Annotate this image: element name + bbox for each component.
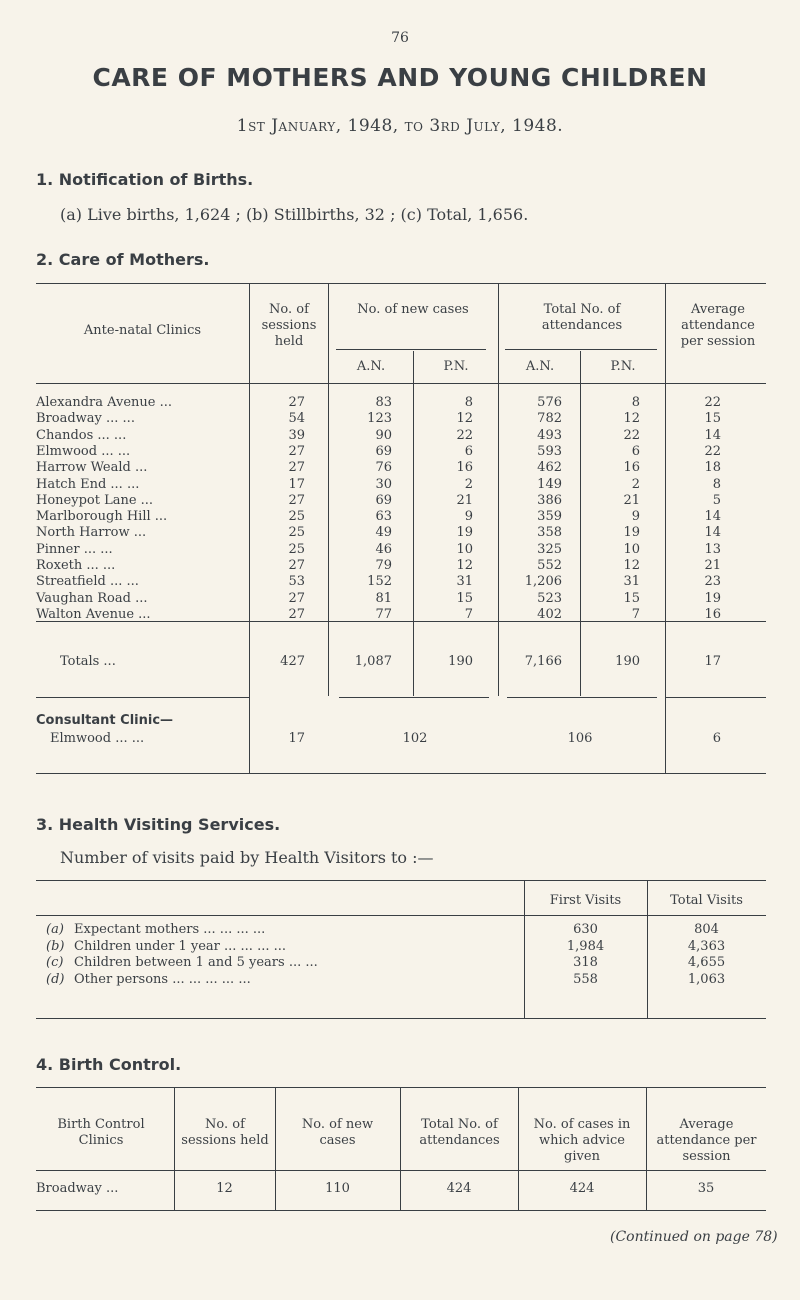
consultant-sessions: 17 [288, 731, 305, 746]
cell-sessions: 27 [288, 590, 305, 606]
cell-sessions: 27 [288, 492, 305, 508]
cell-name: Hatch End ... ... [36, 476, 140, 492]
cell-att-an: 593 [537, 443, 562, 459]
visits-name: Expectant mothers ... ... ... ... [74, 922, 266, 937]
cell-new-pn: 12 [456, 411, 473, 427]
header-attendances: Total No. of attendances [541, 302, 623, 333]
cell-sessions: 17 [288, 476, 305, 492]
cell-sessions: 27 [288, 443, 305, 459]
page-title: CARE OF MOTHERS AND YOUNG CHILDREN [92, 63, 708, 92]
visits-first: 1,984 [566, 938, 605, 954]
totals-new-pn: 190 [448, 654, 473, 669]
cell-att-pn: 21 [623, 492, 640, 508]
cell-sessions: 25 [288, 509, 305, 525]
cell-avg: 16 [704, 606, 721, 622]
cell-att-pn: 9 [631, 509, 640, 525]
cell-new-an: 81 [375, 590, 392, 606]
cell-att-an: 149 [537, 476, 562, 492]
consultant-name: Elmwood ... ... [50, 731, 145, 746]
cell-new-pn: 7 [464, 606, 473, 622]
cell-new-an: 63 [375, 509, 392, 525]
bc-header-clinics: Birth Control Clinics [57, 1117, 145, 1148]
cell-name: North Harrow ... [36, 525, 147, 541]
totals-att-pn: 190 [615, 654, 640, 669]
header-att-pn: P.N. [610, 359, 636, 374]
cell-sessions: 53 [288, 574, 305, 590]
cell-name: Alexandra Avenue ... [36, 395, 172, 410]
cell-att-an: 552 [537, 558, 562, 573]
page-number: 76 [391, 30, 409, 46]
cell-new-an: 77 [375, 606, 392, 622]
cell-att-pn: 31 [623, 574, 640, 590]
cell-sessions: 27 [288, 606, 305, 622]
cell-new-an: 90 [375, 427, 392, 443]
cell-new-pn: 15 [456, 590, 473, 606]
bc-clinic-name: Broadway ... [36, 1181, 119, 1196]
section-1-heading: 1. Notification of Births. [36, 170, 254, 189]
cell-new-pn: 9 [464, 509, 473, 525]
cell-avg: 14 [704, 525, 721, 541]
cell-avg: 8 [712, 476, 721, 492]
visits-first: 630 [573, 922, 598, 937]
cell-new-an: 30 [375, 476, 392, 492]
bc-attendances: 424 [446, 1181, 472, 1196]
section-3-intro: Number of visits paid by Health Visitors to :— [60, 848, 434, 867]
cell-att-pn: 6 [631, 443, 640, 459]
cell-avg: 23 [704, 574, 721, 590]
cell-att-an: 359 [537, 509, 562, 525]
cell-att-an: 1,206 [524, 574, 562, 590]
visits-label: (a) [46, 922, 64, 937]
bc-header-average: Average attendance per session [656, 1117, 757, 1164]
header-clinics: Ante-natal Clinics [83, 323, 202, 338]
visits-name: Other persons ... ... ... ... ... [74, 971, 251, 987]
cell-att-pn: 22 [623, 427, 640, 443]
header-first-visits: First Visits [549, 893, 622, 908]
consultant-avg: 6 [712, 731, 721, 746]
cell-att-an: 493 [537, 427, 562, 443]
cell-new-pn: 19 [456, 525, 473, 541]
cell-name: Broadway ... ... [36, 411, 135, 427]
visits-total: 804 [694, 922, 719, 937]
cell-name: Walton Avenue ... [36, 606, 151, 622]
cell-avg: 14 [704, 427, 721, 443]
cell-name: Elmwood ... ... [36, 443, 131, 459]
consultant-new-cases: 102 [402, 731, 428, 746]
cell-new-an: 76 [375, 460, 392, 476]
cell-att-an: 576 [537, 395, 562, 410]
cell-name: Streatfield ... ... [36, 574, 139, 590]
header-new-an: A.N. [356, 359, 386, 374]
visits-label: (b) [46, 938, 65, 954]
cell-avg: 21 [704, 558, 721, 573]
totals-new-an: 1,087 [354, 654, 392, 669]
totals-label: Totals ... [60, 654, 116, 669]
cell-avg: 22 [704, 395, 721, 410]
cell-att-pn: 12 [623, 558, 640, 573]
totals-sessions: 427 [280, 654, 305, 669]
totals-att-an: 7,166 [524, 654, 562, 669]
cell-new-an: 49 [375, 525, 392, 541]
header-total-visits: Total Visits [670, 893, 743, 908]
consultant-attendances: 106 [567, 731, 593, 746]
continued-note: (Continued on page 78) [610, 1229, 778, 1245]
cell-att-an: 462 [537, 460, 562, 476]
visits-name: Children between 1 and 5 years ... ... [74, 955, 318, 970]
bc-header-sessions: No. of sessions held [181, 1117, 269, 1148]
cell-att-pn: 16 [623, 460, 640, 476]
cell-avg: 5 [712, 492, 721, 508]
cell-avg: 18 [704, 460, 721, 476]
visits-total: 4,363 [687, 938, 726, 954]
cell-att-an: 523 [537, 590, 562, 606]
cell-new-pn: 31 [456, 574, 473, 590]
cell-name: Marlborough Hill ... [36, 509, 168, 525]
cell-sessions: 25 [288, 525, 305, 541]
cell-att-an: 325 [537, 541, 562, 557]
visits-first: 558 [573, 971, 598, 987]
cell-new-an: 123 [367, 411, 392, 427]
cell-att-an: 782 [537, 411, 562, 427]
bc-header-attendances: Total No. of attendances [419, 1117, 500, 1148]
cell-att-pn: 15 [623, 590, 640, 606]
cell-sessions: 25 [288, 541, 305, 557]
cell-sessions: 39 [288, 427, 305, 443]
cell-avg: 22 [704, 443, 721, 459]
header-new-cases: No. of new cases [357, 302, 469, 317]
cell-att-pn: 2 [631, 476, 640, 492]
cell-new-pn: 21 [456, 492, 473, 508]
cell-att-pn: 19 [623, 525, 640, 541]
cell-new-pn: 6 [464, 443, 473, 459]
header-sessions: No. of sessions held [261, 302, 317, 349]
section-4-heading: 4. Birth Control. [36, 1055, 182, 1074]
header-new-pn: P.N. [443, 359, 469, 374]
header-average: Average attendance per session [680, 302, 756, 349]
cell-name: Harrow Weald ... [36, 460, 148, 476]
cell-name: Chandos ... ... [36, 427, 127, 443]
cell-new-an: 152 [367, 574, 392, 590]
header-att-an: A.N. [525, 359, 555, 374]
cell-new-pn: 10 [456, 541, 473, 557]
cell-att-an: 386 [537, 492, 562, 508]
visits-total: 1,063 [687, 971, 726, 987]
cell-sessions: 27 [288, 395, 305, 410]
page-subtitle: 1st January, 1948, to 3rd July, 1948. [236, 116, 564, 136]
bc-sessions: 12 [216, 1181, 233, 1196]
cell-new-pn: 16 [456, 460, 473, 476]
cell-name: Pinner ... ... [36, 541, 113, 557]
cell-avg: 13 [704, 541, 721, 557]
cell-avg: 15 [704, 411, 721, 427]
cell-new-pn: 12 [456, 558, 473, 573]
cell-new-pn: 8 [464, 395, 473, 410]
cell-sessions: 27 [288, 460, 305, 476]
section-1-text: (a) Live births, 1,624 ; (b) Stillbirths, 32 ; (c) Total, 1,656. [60, 205, 529, 224]
visits-total: 4,655 [687, 955, 726, 970]
cell-name: Honeypot Lane ... [36, 492, 154, 508]
cell-att-an: 358 [537, 525, 562, 541]
cell-sessions: 54 [288, 411, 305, 427]
cell-sessions: 27 [288, 558, 305, 573]
cell-att-pn: 10 [623, 541, 640, 557]
bc-new-cases: 110 [325, 1181, 350, 1196]
cell-avg: 14 [704, 509, 721, 525]
visits-label: (c) [46, 955, 64, 970]
bc-header-new-cases: No. of new cases [301, 1117, 374, 1148]
cell-att-pn: 12 [623, 411, 640, 427]
consultant-label: Consultant Clinic— [36, 713, 174, 728]
visits-first: 318 [573, 955, 598, 970]
bc-advice: 424 [569, 1181, 595, 1196]
visits-name: Children under 1 year ... ... ... ... [74, 938, 286, 954]
bc-header-advice: No. of cases in which advice given [533, 1117, 631, 1164]
cell-att-pn: 7 [631, 606, 640, 622]
cell-new-an: 69 [375, 443, 392, 459]
cell-new-pn: 2 [464, 476, 473, 492]
visits-label: (d) [46, 971, 65, 987]
cell-new-an: 79 [375, 558, 392, 573]
cell-name: Roxeth ... ... [36, 558, 116, 573]
cell-name: Vaughan Road ... [36, 590, 148, 606]
section-2-heading: 2. Care of Mothers. [36, 250, 210, 269]
cell-att-an: 402 [537, 606, 562, 622]
section-3-heading: 3. Health Visiting Services. [36, 815, 281, 834]
cell-att-pn: 8 [631, 395, 640, 410]
cell-new-an: 83 [375, 395, 392, 410]
bc-average: 35 [697, 1181, 715, 1196]
cell-new-an: 46 [375, 541, 392, 557]
totals-avg: 17 [704, 654, 721, 669]
cell-new-pn: 22 [456, 427, 473, 443]
cell-avg: 19 [704, 590, 721, 606]
cell-new-an: 69 [375, 492, 392, 508]
